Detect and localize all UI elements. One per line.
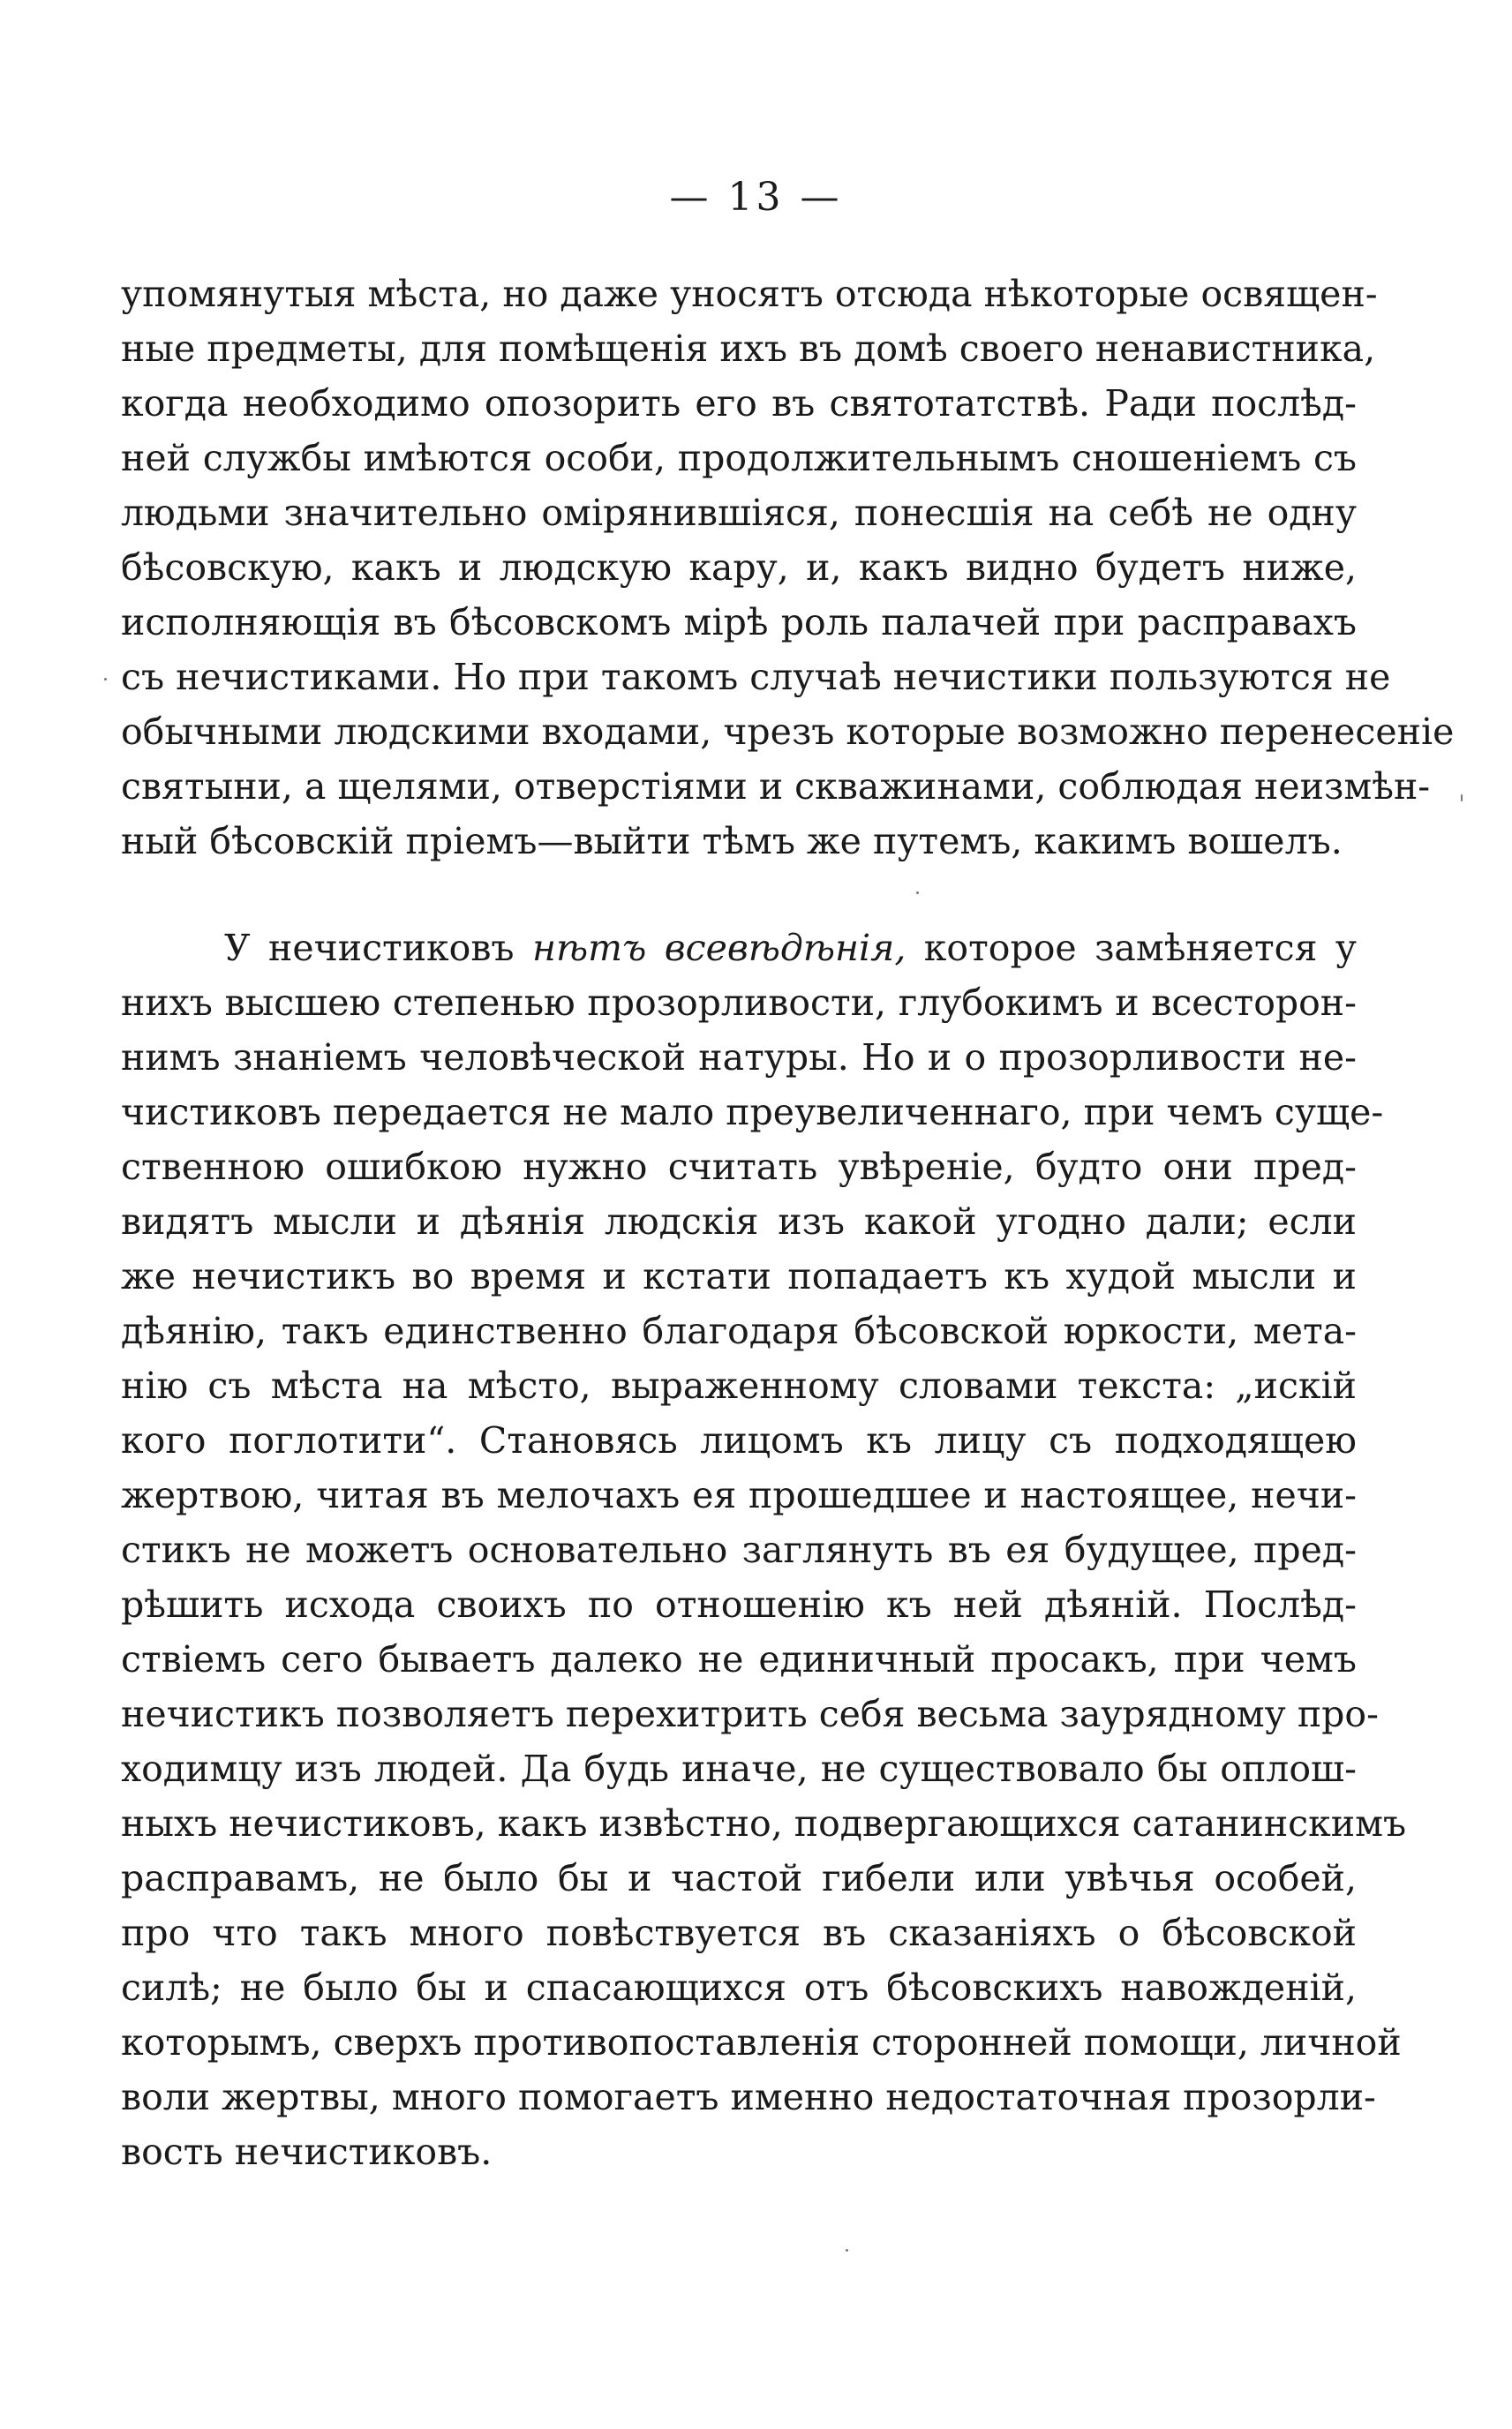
text-line: ственною ошибкою нужно считать увѣреніе, будто они пред- bbox=[121, 1146, 1357, 1188]
text-line: исполняющія въ бѣсовскомъ мірѣ роль палачей при расправахъ bbox=[121, 601, 1357, 643]
text-line: ныхъ нечистиковъ, какъ извѣстно, подвергающихся сатанинскимъ bbox=[121, 1802, 1407, 1845]
text-line: про что такъ много повѣствуется въ сказаніяхъ о бѣсовской bbox=[121, 1912, 1357, 1954]
scan-speck bbox=[846, 2249, 848, 2252]
page-number: — 13 — bbox=[669, 175, 843, 220]
text-line: ный бѣсовскій пріемъ—выйти тѣмъ же путемъ, какимъ вошелъ. bbox=[121, 820, 1343, 862]
text-line: святыни, а щелями, отверстіями и скважинами, соблюдая неизмѣн- bbox=[121, 765, 1431, 808]
text-line: чистиковъ передается не мало преувеличеннаго, при чемъ суще- bbox=[121, 1091, 1384, 1133]
text-line: дѣянію, такъ единственно благодаря бѣсовской юркости, мета- bbox=[121, 1310, 1357, 1352]
text-line: нію съ мѣста на мѣсто, выраженному словами текста: „искій bbox=[121, 1365, 1357, 1407]
text-line: которымъ, сверхъ противопоставленія сторонней помощи, личной bbox=[121, 2021, 1402, 2064]
text-line: ные предметы, для помѣщенія ихъ въ домѣ своего ненавистника, bbox=[121, 327, 1376, 370]
text-line: силѣ; не было бы и спасающихся отъ бѣсовскихъ навожденій, bbox=[121, 1967, 1357, 2009]
text-line: стикъ не можетъ основательно заглянуть въ ея будущее, пред- bbox=[121, 1529, 1357, 1571]
text-line: людьми значительно омірянившіяся, понесшія на себѣ не одну bbox=[121, 492, 1357, 534]
text-line: обычными людскими входами, чрезъ которые возможно перенесеніе bbox=[121, 711, 1455, 753]
text-line: видятъ мысли и дѣянія людскія изъ какой угодно дали; если bbox=[121, 1200, 1357, 1243]
text-line: ходимцу изъ людей. Да будь иначе, не существовало бы оплош- bbox=[121, 1748, 1357, 1790]
text-line: нечистикъ позволяетъ перехитрить себя весьма заурядному про- bbox=[121, 1693, 1379, 1735]
scan-speck bbox=[1461, 794, 1463, 801]
text-line-first bbox=[224, 921, 1357, 975]
emphasis-text: нѣтъ всевѣдѣнія, bbox=[531, 927, 906, 969]
text-line: жертвою, читая въ мелочахъ ея прошедшее и настоящее, нечи- bbox=[121, 1474, 1357, 1516]
text-line: бѣсовскую, какъ и людскую кару, и, какъ видно будетъ ниже, bbox=[121, 546, 1357, 589]
text-line: нихъ высшею степенью прозорливости, глубокимъ и всесторон- bbox=[121, 981, 1357, 1024]
text-line: воли жертвы, много помогаетъ именно недостаточная прозорли- bbox=[121, 2076, 1376, 2118]
text-run: которое замѣняется у bbox=[906, 927, 1357, 969]
text-line: ствіемъ сего бываетъ далеко не единичный просакъ, при чемъ bbox=[121, 1638, 1357, 1681]
text-line: расправамъ, не было бы и частой гибели или увѣчья особей, bbox=[121, 1857, 1357, 1899]
text-line: кого поглотити“. Становясь лицомъ къ лицу съ подходящею bbox=[121, 1419, 1357, 1462]
text-line: нимъ знаніемъ человѣческой натуры. Но и о прозорливости не- bbox=[121, 1036, 1357, 1079]
text-run: У нечистиковъ bbox=[224, 927, 532, 969]
scan-speck bbox=[104, 678, 107, 681]
text-line: съ нечистиками. Но при такомъ случаѣ нечистики пользуются не bbox=[121, 656, 1391, 698]
text-line: упомянутыя мѣста, но даже уносятъ отсюда нѣкоторые освящен- bbox=[121, 273, 1378, 315]
scan-speck bbox=[916, 891, 919, 894]
text-line: же нечистикъ во время и кстати попадаетъ къ худой мысли и bbox=[121, 1255, 1357, 1297]
text-line: рѣшить исхода своихъ по отношенію къ ней дѣяній. Послѣд- bbox=[121, 1583, 1357, 1626]
text-line: когда необходимо опозорить его въ святотатствѣ. Ради послѣд- bbox=[121, 382, 1357, 425]
text-line: вость нечистиковъ. bbox=[121, 2131, 493, 2173]
text-line: ней службы имѣются особи, продолжительнымъ сношеніемъ съ bbox=[121, 437, 1357, 479]
